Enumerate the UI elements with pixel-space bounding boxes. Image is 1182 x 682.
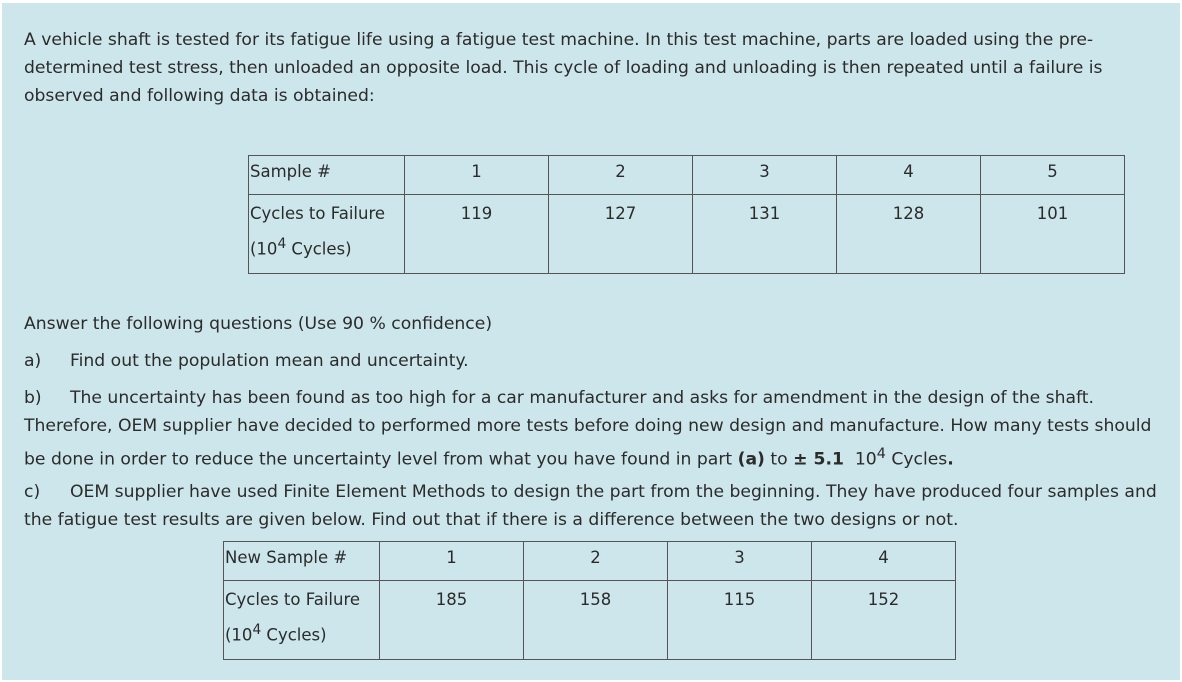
- header-cell: 2: [524, 542, 668, 581]
- row-label-line2: [250, 229, 404, 265]
- header-label-cell: Sample #: [249, 156, 405, 195]
- row-label-cell: [249, 195, 405, 274]
- question-text: Find out the population mean and uncertainty.: [70, 351, 469, 371]
- unit-word: Cycles): [286, 239, 352, 259]
- value-cell: 115: [668, 581, 812, 660]
- table-row: [224, 542, 956, 581]
- question-text-connector: to: [764, 449, 794, 470]
- question-b: [24, 384, 1164, 474]
- header-cell: 4: [837, 156, 981, 195]
- question-a: [24, 347, 1164, 375]
- header-cell: 1: [380, 542, 524, 581]
- unit-word: Cycles): [261, 625, 327, 645]
- header-cell: 2: [549, 156, 693, 195]
- intro-paragraph: A vehicle shaft is tested for its fatigue life using a fatigue test machine. In this test machine, parts are loaded using the pre-determined test stress, then unloaded an opposite load. This cycle of loading and unloading is then repeated until a failure is observed and following data is obtained:: [24, 30, 1103, 106]
- question-letter: c): [24, 482, 41, 502]
- sentence-end: .: [947, 449, 954, 470]
- question-text: The uncertainty has been found as too high for a car manufacturer and asks for amendment in the design of the shaft. Therefore, OEM supplier have decided to performed more tests before doing new design and manufacture. How many tests should be done in order to reduce the uncertainty level from what you have found in part: [24, 388, 1152, 470]
- value-cell: 119: [405, 195, 549, 274]
- header-cell: 1: [405, 156, 549, 195]
- value-cell: 101: [981, 195, 1125, 274]
- unit-exponent: 4: [252, 622, 262, 638]
- question-letter: b): [24, 388, 42, 408]
- row-label-line1: Cycles to Failure: [225, 590, 361, 609]
- unit-base: (10: [225, 625, 253, 645]
- value-cell: 158: [524, 581, 668, 660]
- header-cell: 3: [668, 542, 812, 581]
- unit-word: Cycles: [885, 449, 948, 470]
- answer-instructions: Answer the following questions (Use 90 % confidence): [24, 314, 493, 334]
- new-design-results-table: [223, 541, 956, 660]
- part-reference: (a): [737, 449, 765, 470]
- unit-exponent: 4: [876, 446, 886, 462]
- test-results-table: [248, 155, 1125, 274]
- table-row: [224, 581, 956, 660]
- row-label-cell: [224, 581, 380, 660]
- table-row: [249, 195, 1125, 274]
- value-cell: 152: [812, 581, 956, 660]
- value-cell: 185: [380, 581, 524, 660]
- row-label-line2: [225, 615, 379, 651]
- question-letter: a): [24, 351, 42, 371]
- value-cell: 127: [549, 195, 693, 274]
- header-cell: 5: [981, 156, 1125, 195]
- header-cell: 4: [812, 542, 956, 581]
- question-c: [24, 478, 1164, 534]
- unit-base: (10: [250, 239, 278, 259]
- value-cell: 128: [837, 195, 981, 274]
- header-cell: 3: [693, 156, 837, 195]
- unit-exponent: 4: [277, 236, 287, 252]
- table-row: [249, 156, 1125, 195]
- row-label-line1: Cycles to Failure: [250, 204, 386, 223]
- unit-base: 10: [854, 449, 877, 470]
- value-cell: 131: [693, 195, 837, 274]
- target-uncertainty: ± 5.1: [793, 449, 844, 470]
- question-text: OEM supplier have used Finite Element Methods to design the part from the beginning. They have produced four samples and the fatigue test results are given below. Find out that if there is a difference between the two designs or not.: [24, 482, 1157, 530]
- header-label-cell: New Sample #: [224, 542, 380, 581]
